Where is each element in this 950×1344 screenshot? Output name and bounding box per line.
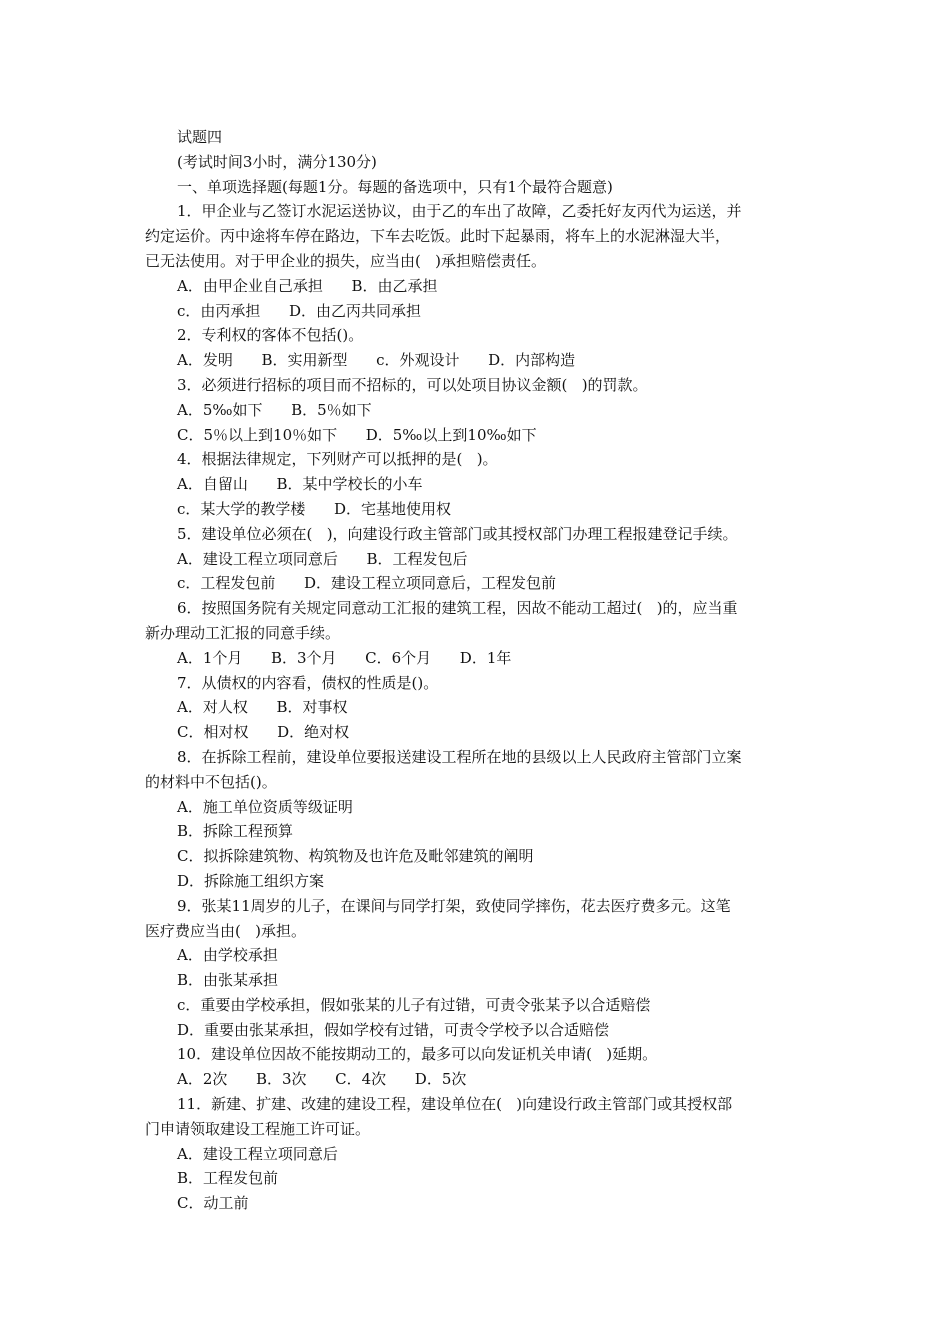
- text-line: 10．建设单位因故不能按期动工的，最多可以向发证机关申请( )延期。: [177, 1045, 658, 1064]
- text-line: 11．新建、扩建、改建的建设工程，建设单位在( )向建设行政主管部门或其授权部: [177, 1095, 733, 1114]
- text-line: A．由学校承担: [177, 946, 278, 965]
- question-list: [145, 199, 815, 1216]
- text-line: A．建设工程立项同意后: [177, 1144, 338, 1163]
- text-line: A．发明 B．实用新型 c．外观设计 D．内部构造: [177, 351, 576, 370]
- text-line: D．重要由张某承担，假如学校有过错，可责令学校予以合适赔偿: [177, 1020, 610, 1039]
- text-line: A．2次 B．3次 C．4次 D．5次: [177, 1070, 467, 1089]
- document-title: 试题四: [177, 128, 223, 146]
- text-line: A．对人权 B．对事权: [177, 698, 348, 717]
- text-line: C．相对权 D．绝对权: [177, 723, 350, 742]
- text-line: c．工程发包前 D．建设工程立项同意后，工程发包前: [177, 574, 557, 593]
- text-line: B．由张某承担: [177, 971, 279, 990]
- text-line: C．拟拆除建筑物、构筑物及也许危及毗邻建筑的阐明: [177, 847, 534, 866]
- text-line: 门申请领取建设工程施工许可证。: [145, 1119, 371, 1138]
- exam-info: (考试时间3小时，满分130分): [177, 152, 377, 171]
- text-line: 4．根据法律规定，下列财产可以抵押的是( )。: [177, 450, 498, 469]
- text-line: 8．在拆除工程前，建设单位要报送建设工程所在地的县级以上人民政府主管部门立案: [177, 747, 742, 766]
- text-line: C．5％以上到10％如下 D．5‰以上到10‰如下: [177, 425, 537, 444]
- text-line: 已无法使用。对于甲企业的损失，应当由( )承担赔偿责任。: [145, 251, 547, 270]
- text-line: D．拆除施工组织方案: [177, 871, 325, 890]
- text-line: A．施工单位资质等级证明: [177, 797, 353, 816]
- text-line: A．5‰如下 B．5％如下: [177, 400, 372, 419]
- text-line: 医疗费应当由( )承担。: [145, 921, 307, 940]
- text-line: 7．从债权的内容看，债权的性质是()。: [177, 673, 439, 692]
- text-line: A．1个月 B．3个月 C．6个月 D．1年: [177, 648, 512, 667]
- text-line: 约定运价。丙中途将车停在路边，下车去吃饭。此时下起暴雨，将车上的水泥淋湿大半，: [145, 227, 731, 246]
- text-line: 的材料中不包括()。: [145, 772, 277, 791]
- text-line: 5．建设单位必须在( )，向建设行政主管部门或其授权部门办理工程报建登记手续。: [177, 524, 738, 543]
- text-line: A．自留山 B．某中学校长的小车: [177, 475, 423, 494]
- text-line: 9．张某11周岁的儿子，在课间与同学打架，致使同学摔伤，花去医疗费多元。这笔: [177, 896, 731, 915]
- document-page: [145, 125, 815, 1216]
- section-heading: 一、单项选择题(每题1分。每题的备选项中，只有1个最符合题意): [177, 177, 613, 196]
- text-line: B．拆除工程预算: [177, 822, 294, 841]
- text-line: 2．专利权的客体不包括()。: [177, 326, 364, 345]
- text-line: c．由丙承担 D．由乙丙共同承担: [177, 301, 422, 320]
- text-line: A．由甲企业自己承担 B．由乙承担: [177, 276, 438, 295]
- text-line: A．建设工程立项同意后 B．工程发包后: [177, 549, 468, 568]
- text-line: c．重要由学校承担，假如张某的儿子有过错，可责令张某予以合适赔偿: [177, 995, 651, 1014]
- text-line: 1．甲企业与乙签订水泥运送协议，由于乙的车出了故障，乙委托好友丙代为运送，并: [177, 202, 742, 221]
- text-line: B．工程发包前: [177, 1169, 279, 1188]
- text-line: 3．必须进行招标的项目而不招标的，可以处项目协议金额( )的罚款。: [177, 375, 648, 394]
- text-line: C．动工前: [177, 1194, 249, 1213]
- text-line: c．某大学的教学楼 D．宅基地使用权: [177, 499, 452, 518]
- text-line: 新办理动工汇报的同意手续。: [145, 623, 341, 642]
- text-line: 6．按照国务院有关规定同意动工汇报的建筑工程，因故不能动工超过( )的，应当重: [177, 599, 738, 618]
